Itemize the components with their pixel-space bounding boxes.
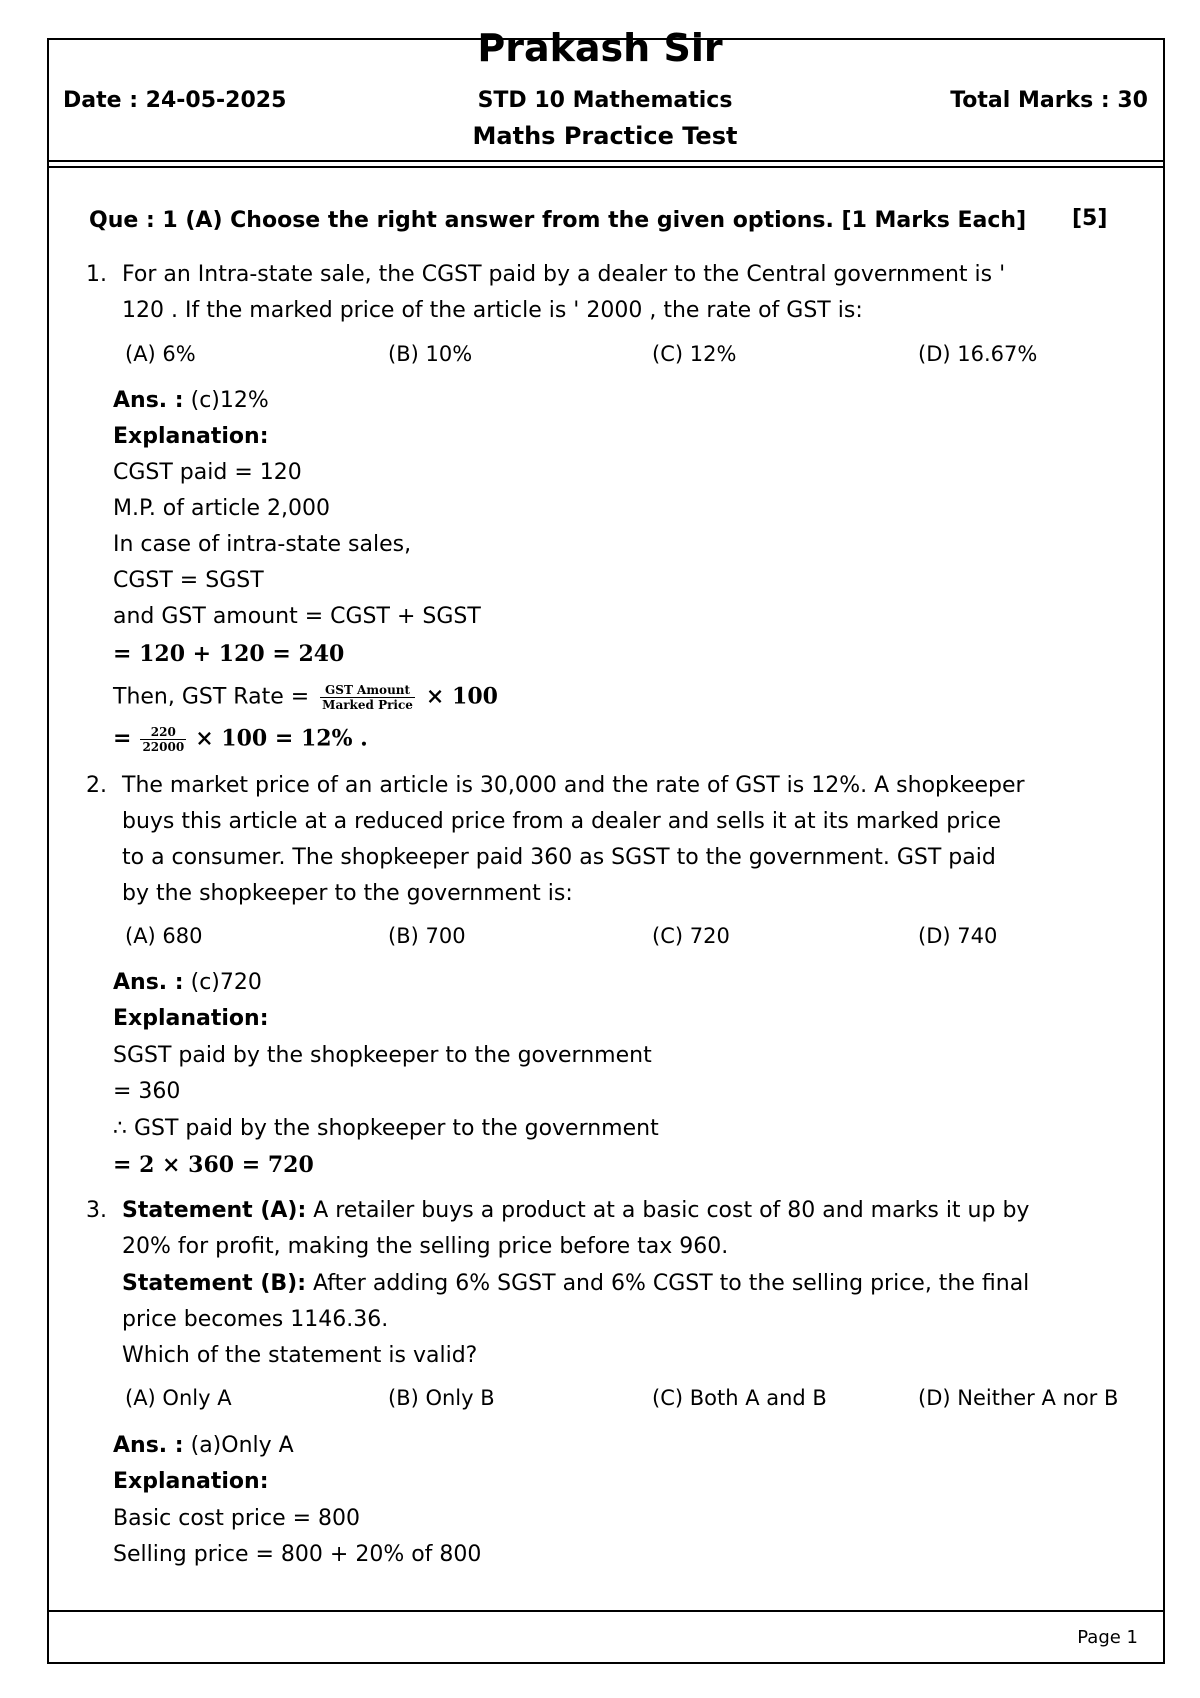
question-text-line: 120 . If the marked price of the article is ' 2000 , the rate of GST is: <box>122 298 863 323</box>
option-b: (B) Only B <box>388 1386 495 1410</box>
subject-label: STD 10 Mathematics <box>477 88 733 113</box>
question-text-line: For an Intra-state sale, the CGST paid by a dealer to the Central government is ' <box>122 262 1006 287</box>
statement-b <box>122 1271 1029 1296</box>
option-c: (C) 720 <box>652 924 730 948</box>
fraction-denominator: 22000 <box>142 740 185 754</box>
explanation-line: ∴ GST paid by the shopkeeper to the government <box>113 1116 659 1141</box>
formula-prefix: = <box>113 725 132 752</box>
fraction <box>320 683 415 712</box>
statement-a-label: Statement (A): <box>122 1198 307 1223</box>
fraction-numerator: 220 <box>140 725 186 740</box>
question-text-line: to a consumer. The shopkeeper paid 360 as SGST to the government. GST paid <box>122 845 996 870</box>
page-number: Page 1 <box>1077 1627 1138 1648</box>
statement-a <box>122 1198 1029 1223</box>
explanation-label: Explanation: <box>113 1006 269 1031</box>
formula-suffix: × 100 = 12% . <box>195 725 368 752</box>
option-a: (A) 680 <box>125 924 203 948</box>
explanation-line: = 2 × 360 = 720 <box>113 1152 314 1178</box>
explanation-label: Explanation: <box>113 424 269 449</box>
section-title: Que : 1 (A) Choose the right answer from the given options. [1 Marks Each] <box>89 208 1027 233</box>
question-number: 1. <box>86 262 107 287</box>
statement-b-cont: price becomes 1146.36. <box>122 1307 389 1332</box>
test-name: Maths Practice Test <box>472 122 738 150</box>
answer-value: (c)12% <box>190 388 269 413</box>
explanation-line: SGST paid by the shopkeeper to the government <box>113 1043 652 1068</box>
statement-a-cont: 20% for profit, making the selling price before tax 960. <box>122 1234 729 1259</box>
option-d: (D) 740 <box>918 924 998 948</box>
question-prompt: Which of the statement is valid? <box>122 1343 478 1368</box>
answer-line <box>113 1433 294 1458</box>
section-marks: [5] <box>1072 206 1108 231</box>
explanation-line: = 360 <box>113 1079 181 1104</box>
explanation-line: = 120 + 120 = 240 <box>113 641 345 667</box>
answer-line <box>113 388 269 413</box>
question-text-line: buys this article at a reduced price from a dealer and sells it at its marked price <box>122 809 1002 834</box>
option-b: (B) 10% <box>388 342 473 366</box>
explanation-line: M.P. of article 2,000 <box>113 496 330 521</box>
answer-line <box>113 970 262 995</box>
explanation-line: and GST amount = CGST + SGST <box>113 604 481 629</box>
explanation-label: Explanation: <box>113 1469 269 1494</box>
header-divider-2 <box>47 166 1165 168</box>
option-d: (D) Neither A nor B <box>918 1386 1119 1410</box>
answer-label: Ans. : <box>113 388 184 413</box>
answer-label: Ans. : <box>113 1433 184 1458</box>
question-text-line: by the shopkeeper to the government is: <box>122 881 573 906</box>
explanation-line: CGST = SGST <box>113 568 264 593</box>
fraction-numerator: GST Amount <box>320 683 415 698</box>
explanation-line: Selling price = 800 + 20% of 800 <box>113 1542 482 1567</box>
formula-prefix: Then, GST Rate = <box>113 684 310 710</box>
explanation-line: Basic cost price = 800 <box>113 1506 361 1531</box>
teacher-name: Prakash Sir <box>477 26 723 70</box>
gst-rate-formula <box>113 683 498 712</box>
question-number: 2. <box>86 773 107 798</box>
answer-value: (c)720 <box>190 970 262 995</box>
statement-b-text: After adding 6% SGST and 6% CGST to the selling price, the final <box>313 1271 1030 1296</box>
option-c: (C) Both A and B <box>652 1386 827 1410</box>
answer-label: Ans. : <box>113 970 184 995</box>
question-number: 3. <box>86 1198 107 1223</box>
option-b: (B) 700 <box>388 924 466 948</box>
footer-divider <box>47 1610 1165 1612</box>
answer-value: (a)Only A <box>190 1433 294 1458</box>
statement-b-label: Statement (B): <box>122 1271 307 1296</box>
question-text-line: The market price of an article is 30,000 and the rate of GST is 12%. A shopkeeper <box>122 773 1025 798</box>
formula-suffix: × 100 <box>425 683 498 710</box>
explanation-line: CGST paid = 120 <box>113 460 302 485</box>
gst-rate-result <box>113 725 368 754</box>
header-divider <box>47 160 1165 162</box>
option-d: (D) 16.67% <box>918 342 1038 366</box>
explanation-line: In case of intra-state sales, <box>113 532 412 557</box>
test-date: Date : 24-05-2025 <box>63 88 287 113</box>
option-a: (A) Only A <box>125 1386 232 1410</box>
total-marks: Total Marks : 30 <box>950 88 1148 113</box>
option-a: (A) 6% <box>125 342 196 366</box>
statement-a-text: A retailer buys a product at a basic cost of 80 and marks it up by <box>313 1198 1030 1223</box>
fraction <box>140 725 186 754</box>
fraction-denominator: Marked Price <box>322 698 413 712</box>
option-c: (C) 12% <box>652 342 737 366</box>
